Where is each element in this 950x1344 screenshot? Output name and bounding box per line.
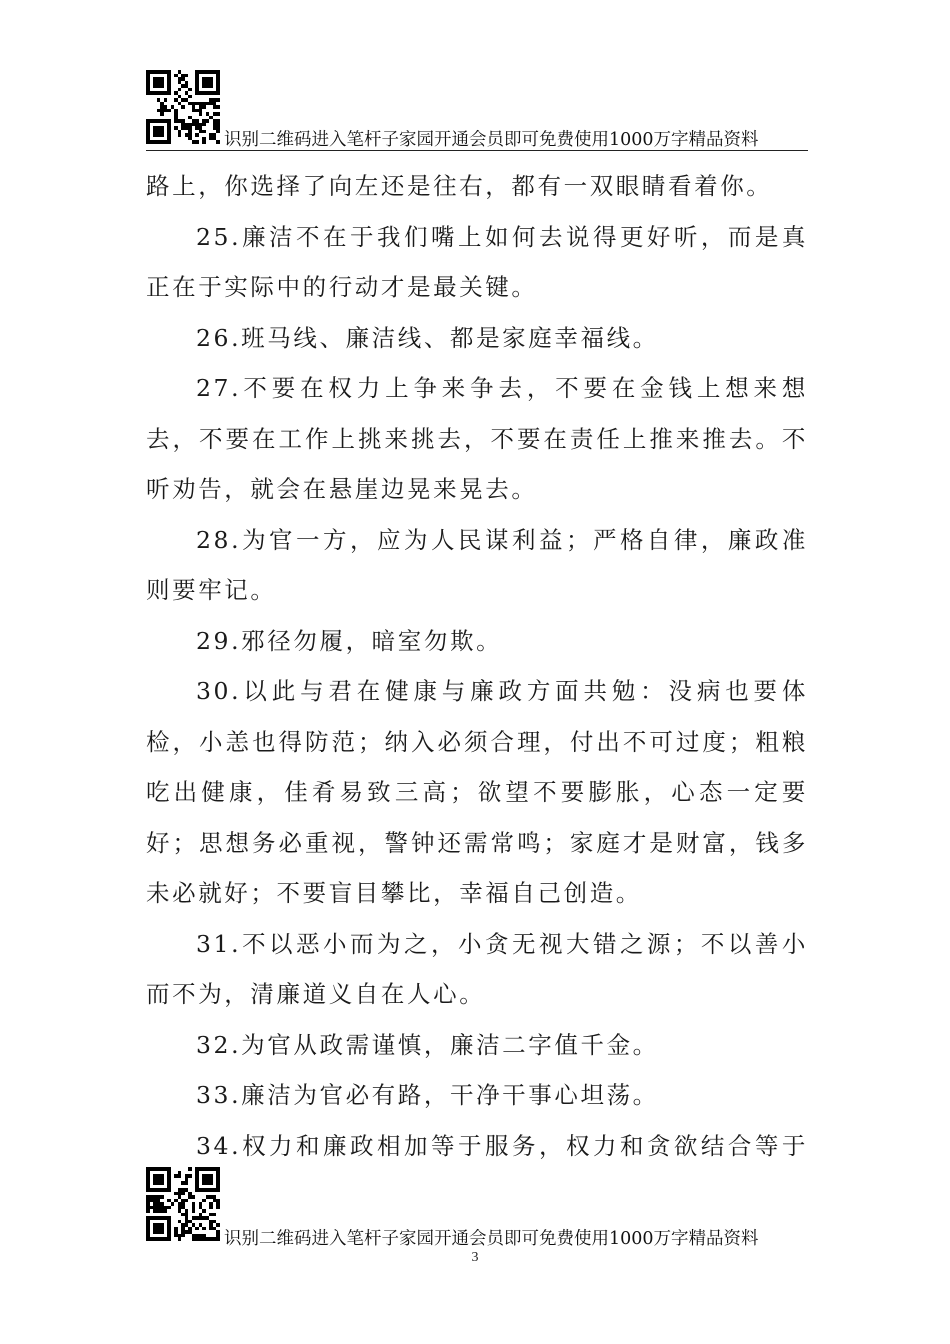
- header-banner: 识别二维码进入笔杆子家园开通会员即可免费使用1000万字精品资料: [224, 130, 759, 150]
- paragraph-32: 32.为官从政需谨慎，廉洁二字值千金。: [196, 1030, 659, 1059]
- paragraph-33: 33.廉洁为官必有路，干净干事心坦荡。: [196, 1081, 659, 1109]
- paragraph-continuation: 路上，你选择了向左还是往右，都有一双眼睛看着你。: [146, 172, 773, 200]
- paragraph-34: 34.权力和廉政相加等于服务，权力和贪欲结合等于: [196, 1131, 808, 1160]
- header-divider: [146, 150, 808, 151]
- paragraph-29: 29.邪径勿履，暗室勿欺。: [196, 626, 503, 655]
- paragraph-25: 25.廉洁不在于我们嘴上如何去说得更好听，而是真正在于实际中的行动才是最关键。: [146, 222, 808, 301]
- paragraph-26: 26.班马线、廉洁线、都是家庭幸福线。: [196, 323, 659, 352]
- document-body: [146, 161, 808, 1222]
- paragraph-27: 27.不要在权力上争来争去，不要在金钱上想来想去，不要在工作上挑来挑去，不要在责任上推来推去。不听劝告，就会在悬崖边晃来晃去。: [146, 374, 808, 503]
- footer-banner: 识别二维码进入笔杆子家园开通会员即可免费使用1000万字精品资料: [224, 1229, 759, 1249]
- paragraph-30: 30.以此与君在健康与廉政方面共勉：没病也要体检，小恙也得防范；纳入必须合理，付出不可过度；粗粮吃出健康，佳肴易致三高；欲望不要膨胀，心态一定要好；思想务必重视，警钟还需常鸣；家庭才是财富，钱多未必就好；不要盲目攀比，幸福自己创造。: [146, 677, 808, 907]
- qr-code-footer: [146, 1167, 220, 1241]
- page-number: 3: [471, 1250, 479, 1265]
- qr-code-header: [146, 70, 220, 144]
- paragraph-31: 31.不以恶小而为之，小贪无视大错之源；不以善小而不为，清廉道义自在人心。: [146, 929, 808, 1008]
- paragraph-28: 28.为官一方，应为人民谋利益；严格自律，廉政准则要牢记。: [146, 525, 808, 604]
